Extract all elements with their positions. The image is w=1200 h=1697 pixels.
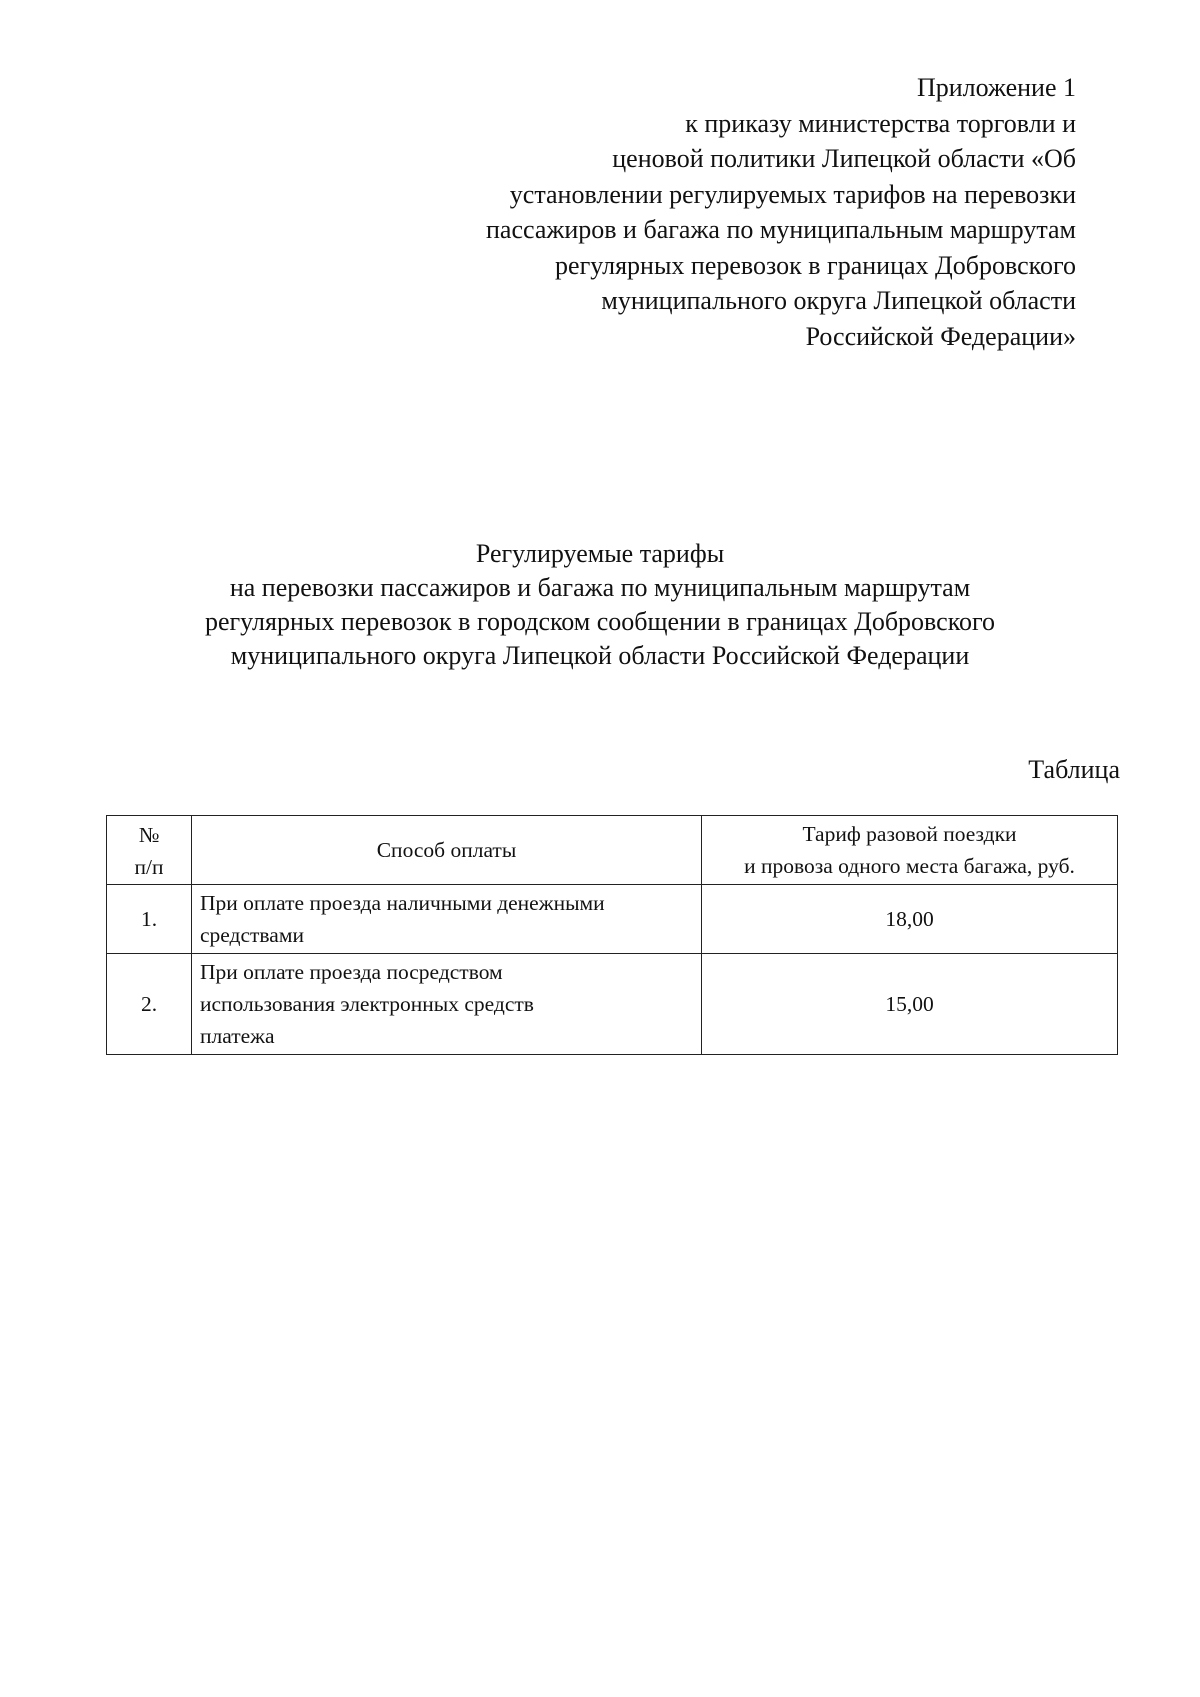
header-tariff-line2: и провоза одного места багажа, руб.	[744, 854, 1075, 878]
header-line: пассажиров и багажа по муниципальным маршрутам	[486, 215, 1076, 244]
row-tariff: 18,00	[702, 885, 1118, 954]
table-header-row	[107, 816, 1118, 885]
row-payment-method	[192, 954, 702, 1055]
header-tariff-line1: Тариф разовой поездки	[802, 822, 1017, 846]
title-line: на перевозки пассажиров и багажа по муниципальным маршрутам	[229, 573, 971, 602]
table-row	[107, 885, 1118, 954]
method-line: При оплате проезда наличными денежными	[200, 891, 605, 915]
table-row	[107, 954, 1118, 1055]
appendix-header	[486, 70, 1076, 354]
header-line: к приказу министерства торговли и	[685, 108, 1076, 138]
header-line: установлении регулируемых тарифов на перевозки	[509, 179, 1076, 209]
header-number-line1: №	[138, 822, 160, 847]
header-number-line2: п/п	[134, 854, 164, 879]
method-line: использования электронных средств	[200, 992, 534, 1016]
header-line: ценовой политики Липецкой области «Об	[612, 144, 1076, 173]
title-line: регулярных перевозок в городском сообщении в границах Добровского	[204, 607, 996, 636]
header-line: регулярных перевозок в границах Добровского	[555, 250, 1076, 280]
method-line: При оплате проезда посредством	[200, 960, 503, 984]
tariff-table	[106, 815, 1118, 1055]
header-line: Приложение 1	[916, 73, 1076, 102]
header-payment-method: Способ оплаты	[192, 816, 702, 885]
row-number: 1.	[107, 885, 192, 954]
method-line: средствами	[200, 923, 304, 947]
row-tariff: 15,00	[702, 954, 1118, 1055]
header-number	[107, 816, 192, 885]
header-line: Российской Федерации»	[805, 321, 1076, 351]
row-number: 2.	[107, 954, 192, 1055]
method-line: платежа	[200, 1024, 275, 1048]
title-line: муниципального округа Липецкой области Российской Федерации	[230, 641, 970, 670]
document-title	[0, 537, 1200, 673]
row-payment-method	[192, 885, 702, 954]
title-line: Регулируемые тарифы	[475, 539, 725, 568]
header-line: муниципального округа Липецкой области	[601, 286, 1076, 315]
table-caption: Таблица	[1028, 755, 1120, 784]
header-tariff	[702, 816, 1118, 885]
